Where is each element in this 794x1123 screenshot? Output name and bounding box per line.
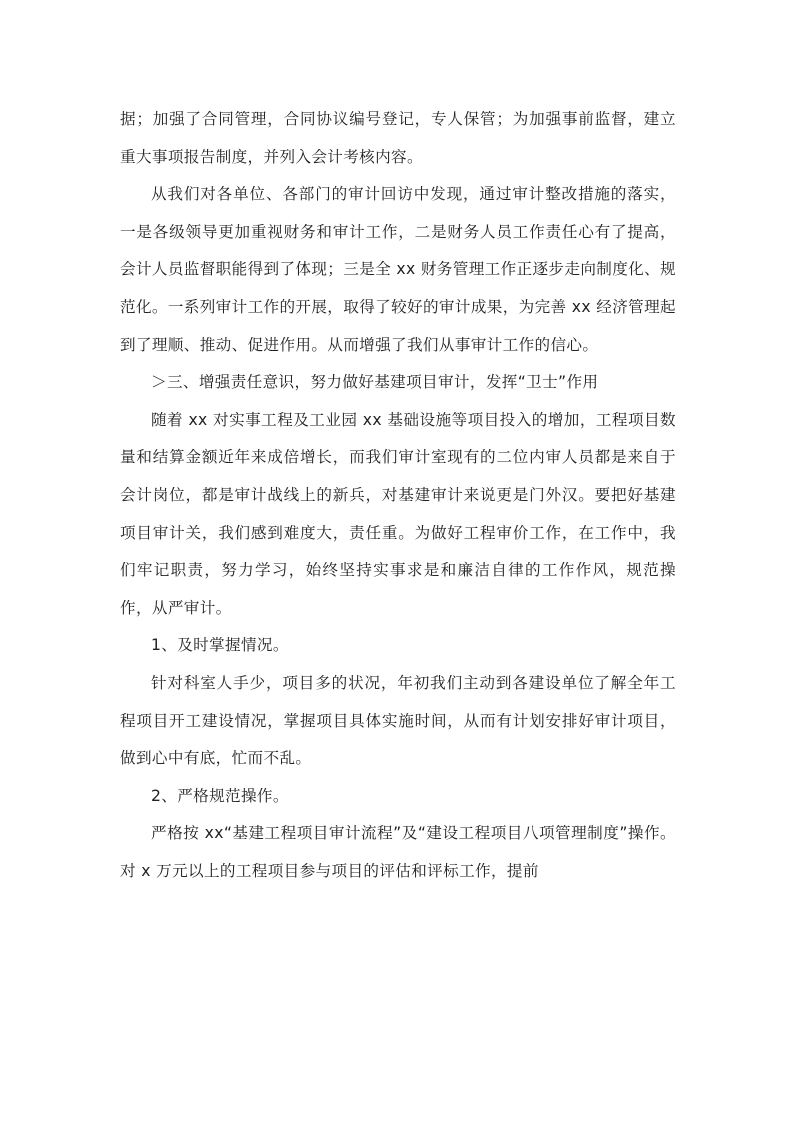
paragraph-construction-audit: 随着 xx 对实事工程及工业园 xx 基础设施等项目投入的增加，工程项目数量和结算金额近年来成倍增长，而我们审计室现有的二位内审人员都是来自于会计岗位，都是审计战线上的新兵，对基建审计来说更是门外汉。要把好基建项目审计关，我们感到难度大，责任重。为做好工程审价工作，在工作中，我们牢记职责，努力学习，始终坚持实事求是和廉洁自律的工作作风，规范操作，从严审计。 — [120, 410, 676, 617]
section-heading-three: ＞三、增强责任意识，努力做好基建项目审计，发挥“卫士”作用 — [151, 373, 599, 392]
paragraph-audit-results: 从我们对各单位、各部门的审计回访中发现，通过审计整改措施的落实，一是各级领导更加重视财务和审计工作，二是财务人员工作责任心有了提高，会计人员监督职能得到了体现；三是全 xx 财务管理工作正逐步走向制度化、规范化。一系列审计工作的开展，取得了较好的审计成果，为完善 xx 经济管理起到了理顺、推动、促进作用。从而增强了我们从事审计工作的信心。 — [120, 185, 676, 354]
paragraph-standard-operation: 严格按 xx“基建工程项目审计流程”及“建设工程项目八项管理制度”操作。对 x 万元以上的工程项目参与项目的评估和评标工作，提前 — [120, 824, 676, 880]
subheading-two: 2、严格规范操作。 — [151, 786, 289, 805]
paragraph-continuation: 据；加强了合同管理，合同协议编号登记，专人保管；为加强事前监督，建立重大事项报告制度，并列入会计考核内容。 — [120, 110, 676, 166]
paragraph-grasp-situation: 针对科室人手少，项目多的状况，年初我们主动到各建设单位了解全年工程项目开工建设情况，掌握项目具体实施时间，从而有计划安排好审计项目，做到心中有底，忙而不乱。 — [120, 673, 676, 768]
subheading-one: 1、及时掌握情况。 — [151, 636, 289, 655]
